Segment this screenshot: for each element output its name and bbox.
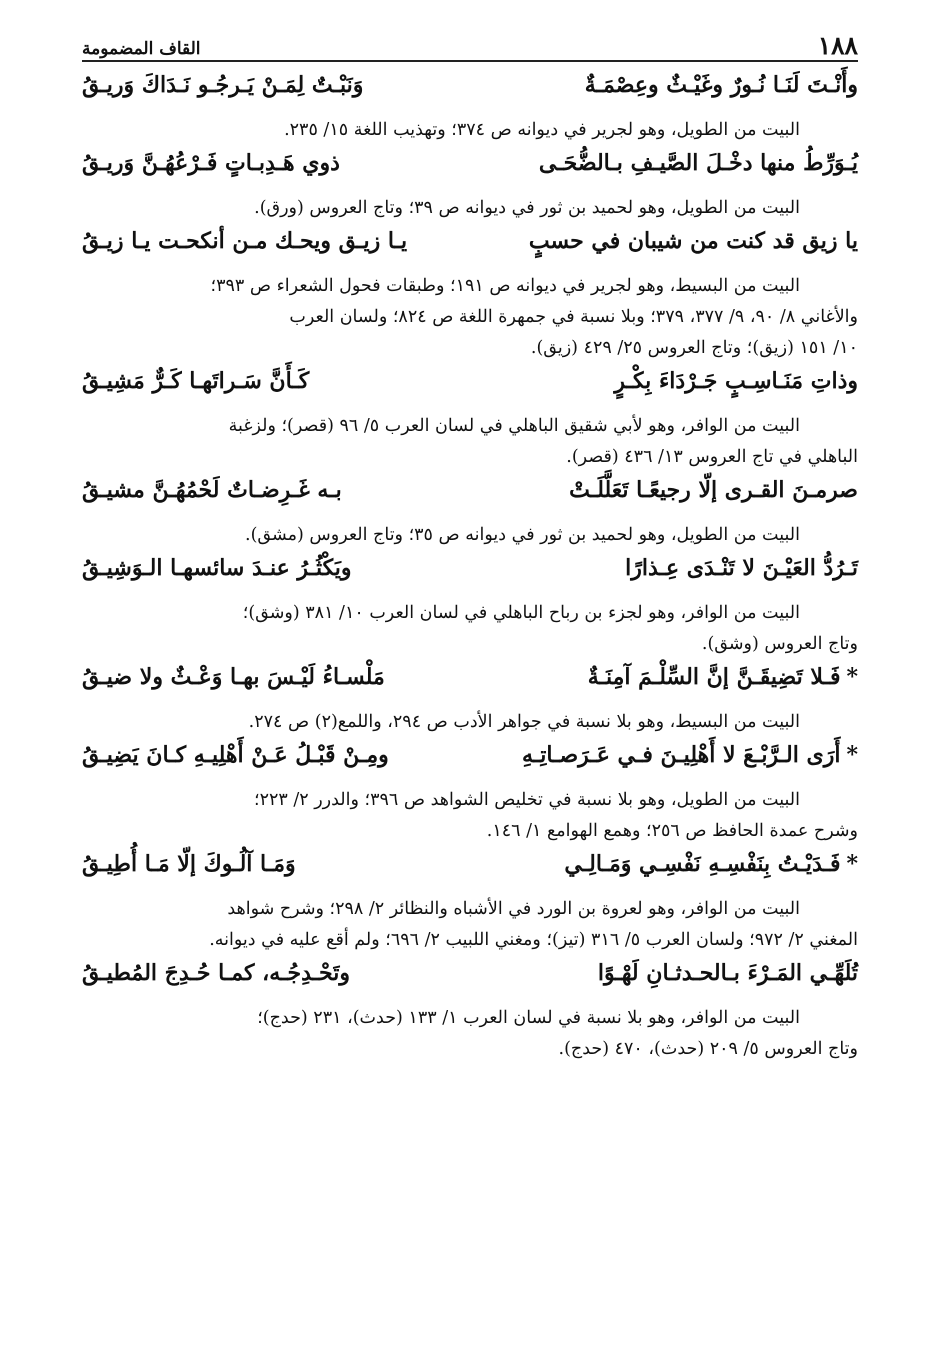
first-hemistich-text: يا زيق قد كنت من شيبان في حسبٍ [528, 228, 858, 254]
citation-note [82, 520, 858, 551]
citation-line: البيت من الوافر، وهو بلا نسبة في لسان العرب ١/ ١٣٣ (حدث)، ٢٣١ (حدج)؛ [257, 1008, 800, 1028]
citation-line: البيت من الطويل، وهو بلا نسبة في تخليص الشواهد ص ٣٩٦؛ والدرر ٢/ ٢٢٣؛ [254, 790, 800, 810]
first-hemistich-text: وذاتِ مَنَـاسِـبٍ جَـرْدَاءَ بِكْـرٍ [614, 368, 858, 394]
second-hemistich: بـه غَـرِضـاتٌ لَحْمُهُـنَّ مشيـقُ [82, 477, 342, 503]
first-hemistich [439, 477, 858, 503]
citation-note [82, 894, 858, 956]
first-hemistich [439, 555, 858, 581]
second-hemistich: وتَحْـدِجُـه، كمـا حُـدِجَ المُطيـقُ [82, 960, 351, 986]
first-hemistich [439, 228, 858, 254]
verse-line [82, 72, 858, 115]
verse-entries [82, 72, 858, 1065]
citation-line: وتاج العروس ٥/ ٢٠٩ (حدث)، ٤٧٠ (حدج). [558, 1039, 858, 1059]
verse-entry [82, 228, 858, 364]
citation-line: المغني ٢/ ٩٧٢؛ ولسان العرب ٥/ ٣١٦ (تيز)؛ ومغني اللبيب ٢/ ٦٩٦؛ ولم أقع عليه في ديوانه. [209, 930, 858, 950]
second-hemistich: ومِـنْ قَبْـلُ عَـنْ أَهْلِيـهِ كـانَ يَضِيـقُ [82, 742, 389, 768]
verse-line [82, 555, 858, 598]
citation-line: البيت من الطويل، وهو لحميد بن ثور في ديوانه ص ٣٥؛ وتاج العروس (مشق). [245, 525, 800, 545]
verse-entry [82, 664, 858, 738]
first-hemistich [439, 368, 858, 394]
star-marker: * [846, 851, 858, 877]
second-hemistich: وَنَبْـتٌ لِمَـنْ يَـرجُـو نَـدَاكَ وَريـقُ [82, 72, 364, 98]
first-hemistich [439, 72, 858, 98]
verse-entry [82, 742, 858, 847]
citation-note [82, 1003, 858, 1065]
first-hemistich-text: وأَنْـتَ لَنَـا نُـورٌ وغَيْـثٌ وعِصْمَـةٌ [584, 72, 858, 98]
star-marker: * [846, 742, 858, 768]
verse-entry [82, 851, 858, 956]
star-marker: * [846, 664, 858, 690]
verse-entry [82, 960, 858, 1065]
first-hemistich [439, 960, 858, 986]
citation-line: البيت من الطويل، وهو لجرير في ديوانه ص ٣٧٤؛ وتهذيب اللغة ١٥/ ٢٣٥. [284, 120, 800, 140]
page-number: ١٨٨ [817, 31, 858, 60]
citation-note [82, 115, 858, 146]
verse-line [82, 477, 858, 520]
second-hemistich: مَلْسـاءُ لَيْـسَ بهـا وَعْـثٌ ولا ضيـقُ [82, 664, 385, 690]
first-hemistich-text: تُلَهِّـي المَـرْءَ بـالحـدثـانِ لَهْـوًا [597, 960, 858, 986]
verse-entry [82, 72, 858, 146]
second-hemistich: يـا زيـق ويحـك مـن أنكحـت يـا زيـقُ [82, 228, 408, 254]
citation-line: البيت من الوافر، وهو لجزء بن رباح الباهلي في لسان العرب ١٠/ ٣٨١ (وشق)؛ [242, 603, 800, 623]
citation-line: وشرح عمدة الحافظ ص ٢٥٦؛ وهمع الهوامع ١/ ١٤٦. [486, 821, 858, 841]
citation-note [82, 411, 858, 473]
citation-line: ١٠/ ١٥١ (زيق)؛ وتاج العروس ٢٥/ ٤٢٩ (زيق). [530, 338, 858, 358]
second-hemistich: كَـأَنَّ سَـراتَهـا كَـرٌّ مَشِيـقُ [82, 368, 310, 394]
citation-line: البيت من الوافر، وهو لعروة بن الورد في الأشباه والنظائر ٢/ ٢٩٨؛ وشرح شواهد [227, 899, 800, 919]
citation-note [82, 598, 858, 660]
verse-line [82, 742, 858, 785]
verse-line [82, 960, 858, 1003]
verse-line [82, 228, 858, 271]
verse-line [82, 150, 858, 193]
citation-line: البيت من البسيط، وهو بلا نسبة في جواهر الأدب ص ٢٩٤، واللمع(٢) ص ٢٧٤. [248, 712, 800, 732]
section-title: القاف المضمومة [82, 39, 201, 59]
verse-entry [82, 368, 858, 473]
first-hemistich-text: يُـوَرِّطُ منها دخْـلَ الصَّيـفِ بـالضُّحَـى [538, 150, 858, 176]
verse-line [82, 368, 858, 411]
first-hemistich [439, 851, 858, 877]
citation-note [82, 785, 858, 847]
citation-line: البيت من الطويل، وهو لحميد بن ثور في ديوانه ص ٣٩؛ وتاج العروس (ورق). [254, 198, 800, 218]
citation-line: وتاج العروس (وشق). [701, 634, 858, 654]
verse-line [82, 851, 858, 894]
second-hemistich: وَمَـا آلُـوكَ إلّا مَـا أُطِيـقُ [82, 851, 296, 877]
citation-line: البيت من الوافر، وهو لأبي شقيق الباهلي في لسان العرب ٥/ ٩٦ (قصر)؛ ولزغبة [228, 416, 800, 436]
verse-entry [82, 477, 858, 551]
verse-entry [82, 150, 858, 224]
citation-line: البيت من البسيط، وهو لجرير في ديوانه ص ١٩١؛ وطبقات فحول الشعراء ص ٣٩٣؛ [210, 276, 800, 296]
first-hemistich [439, 150, 858, 176]
citation-line: الباهلي في تاج العروس ١٣/ ٤٣٦ (قصر). [566, 447, 858, 467]
first-hemistich-text: تَـرُدُّ العَيْـنَ لا تَنْـدَى عِـذارًا [625, 555, 858, 581]
first-hemistich-text: أَرَى الـرَّبْـعَ لا أَهْلِيـنَ فـي عَـرَصـاتِـهِ [521, 742, 841, 768]
second-hemistich: ويَكْثُـرُ عنـدَ سائسهـا الـوَشِيـقُ [82, 555, 352, 581]
first-hemistich [439, 664, 858, 690]
first-hemistich-text: صرمـنَ القـرى إلّا رجيعًـا تَعَلَّلَـتْ [569, 477, 858, 503]
running-header [82, 28, 858, 62]
citation-line: والأغاني ٨/ ٩٠، ٩/ ٣٧٧، ٣٧٩؛ وبلا نسبة في جمهرة اللغة ص ٨٢٤؛ ولسان العرب [289, 307, 858, 327]
citation-note [82, 193, 858, 224]
citation-note [82, 271, 858, 364]
verse-entry [82, 555, 858, 660]
verse-line [82, 664, 858, 707]
citation-note [82, 707, 858, 738]
first-hemistich-text: فَـلا تَضِيقَـنَّ إنَّ السِّلْـمَ آمِنَـةٌ [587, 664, 841, 690]
first-hemistich [439, 742, 858, 768]
second-hemistich: ذوي هَـدِبـاتٍ فَـرْعُهُـنَّ وَريـقُ [82, 150, 340, 176]
first-hemistich-text: فَـدَيْـتُ بِنَفْسِـهِ نَفْسِـي وَمَـالِـي [564, 851, 841, 877]
